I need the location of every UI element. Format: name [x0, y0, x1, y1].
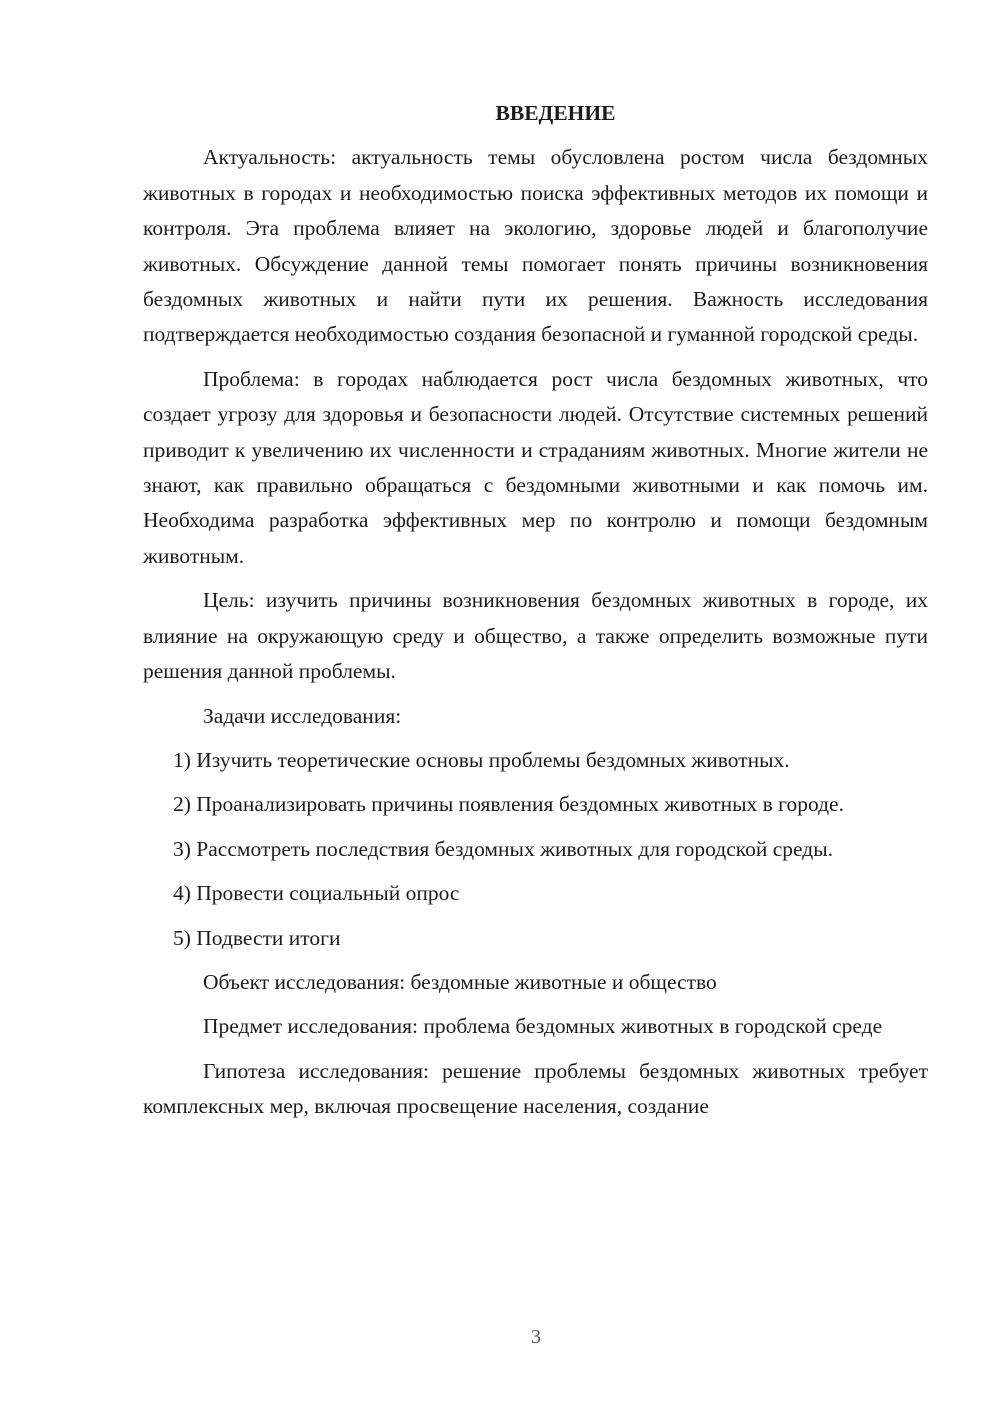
task-item-4: 4) Провести социальный опрос [173, 881, 460, 906]
relevance-paragraph: Актуальность: актуальность темы обусловлена ростом числа бездомных животных в городах и необходимостью поиска эффективных методов их помощи и контроля. Эта проблема влияет на экологию, здоровье людей и благополучие животных. Обсуждение данной темы помогает понять причины возникновения бездомных животных и найти пути их решения. Важность исследования подтверждается необходимостью создания безопасной и гуманной городской среды. [143, 145, 928, 347]
page-number: 3 [531, 1326, 541, 1348]
tasks-heading: Задачи исследования: [203, 703, 402, 728]
task-item-3: 3) Рассмотреть последствия бездомных животных для городской среды. [173, 836, 834, 861]
hypothesis-paragraph: Гипотеза исследования: решение проблемы бездомных животных требует комплексных мер, включая просвещение населения, создание [143, 1058, 928, 1119]
task-item-1: 1) Изучить теоретические основы проблемы бездомных животных. [173, 747, 790, 772]
task-item-2: 2) Проанализировать причины появления бездомных животных в городе. [173, 792, 844, 817]
section-title: ВВЕДЕНИЕ [495, 101, 616, 125]
page-content [143, 96, 928, 1134]
object-paragraph: Объект исследования: бездомные животные и общество [203, 969, 717, 994]
goal-paragraph: Цель: изучить причины возникновения бездомных животных в городе, их влияние на окружающую среду и общество, а также определить возможные пути решения данной проблемы. [143, 588, 928, 684]
subject-paragraph: Предмет исследования: проблема бездомных животных в городской среде [203, 1014, 883, 1039]
task-item-5: 5) Подвести итоги [173, 925, 341, 950]
problem-paragraph: Проблема: в городах наблюдается рост числа бездомных животных, что создает угрозу для здоровья и безопасности людей. Отсутствие системных решений приводит к увеличению их численности и страданиям животных. Многие жители не знают, как правильно обращаться с бездомными животными и как помочь им. Необходима разработка эффективных мер по контролю и помощи бездомным животным. [143, 366, 928, 568]
